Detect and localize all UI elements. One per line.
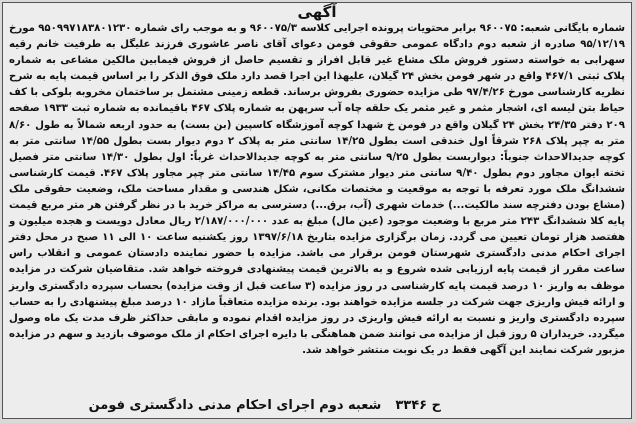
notice-footer bbox=[3, 394, 631, 416]
legal-notice bbox=[2, 2, 632, 419]
notice-title: آگهی bbox=[297, 3, 337, 21]
notice-body: شماره بایگانی شعبه: ۹۶۰۰۷۵ برابر محتویات پرونده اجرایی کلاسه ۹۶۰۰۷۵/۳ و به موجب رای شماره ۹۵۰۹۹۷۱۸۳۸۰۱۲۳۰ مورخ ۹۵/۱۲/۱۹ صادره از شعبه دوم دادگاه عمومی حقوقی فومن دعوای آقای ناصر عاشوری فرزند علیگل به طرفیت خانم رقیه سهرابی به خواسته دستور فروش ملک مشاع غیر قابل افراز و تقسیم حاصل از فروش فیمابین مالکین مشاعی به شماره پلاک ثبتی ۴۶۷/۱ واقع در شهر فومن بخش ۲۴ گیلان، علیهذا این اجرا قصد دارد ملک فوق الذکر را بر اساس قیمت پایه به شرح نظریه کارشناسی مورخ ۹۷/۴/۲۶ طی مزایده حضوری بفروش برساند. قطعه زمینی مشتمل بر ساختمان مخروبه بلوکی با کف حیاط بتن لیسه ای، اشجار مثمر و غیر مثمر یک حلقه چاه آب سرپهن به شماره پلاک ۴۶۷ باقیمانده به شماره ثبت ۱۹۳۳ صفحه ۲۰۹ دفتر ۲۴/۳۵ بخش ۲۴ گیلان واقع در فومن خ شهدا کوچه آموزشگاه کاسپین (بن بست) به حدود اربعه شمالاً به طول ۸/۶۰ متر به چپر پلاک ۲۶۸ شرقاً اول خندقی است بطول ۱۴/۲۵ سانتی متر به پلاک ۲ دوم دیوار بست بطول ۱۴/۵۵ سانتی متر به کوچه جدیدالاحداث جنوباً: دیواربست بطول ۹/۲۵ سانتی متر به کوچه جدیدالاحداث غرباً: اول بطول ۱۴/۳۰ سانتی متر فصیل تخته ایوان مجاور دوم بطول ۹/۴۰ سانتی متر دیوار مشترک سوم ۱۴/۴۵ سانتی متر چپر مجاور پلاک ۴۶۷. قیمت کارشناسی ششدانگ ملک مورد تعرفه با توجه به موقعیت و مختصات مکانی، شکل هندسی و مقدار مساحت ملک، وضعیت حقوقی ملک (مشاع بودن دفترچه سند مالکیت...) خدمات شهری (آب، برق...) دسترسی به مراکز خرید با در نظر گرفتن هر متر مربع قیمت پایه کلا ششدانگ ۲۴۳ متر مربع با وضعیت موجود (عین مال) مبلغ به عدد ۲/۱۸۷/۰۰۰/۰۰۰ ریال معادل دویست و هجده میلیون و هفتصد هزار تومان تعیین می گردد. زمان برگزاری مزایده بتاریخ ۱۳۹۷/۶/۱۸ روز یکشنبه ساعت ۱۰ الی ۱۱ صبح در محل دفتر اجرای احکام مدنی دادگستری شهرستان فومن برقرار می باشد. مزایده با حضور نماینده دادستان عمومی و انقلاب راس ساعت مقرر از قیمت پایه ارزیابی شده شروع و به بالاترین قیمت پیشنهادی فروخته خواهد شد. متقاضیان شرکت در مزایده موظف به واریز ۱۰ درصد قیمت پایه کارشناسی در روز مزایده (۳ ساعت قبل از وقت مزایده) بحساب سپرده دادگستری واریز و ارائه فیش واریزی جهت شرکت در جلسه مزایده خواهند بود. برنده مزایده متعاقباً مازاد ۱۰ درصد مبلغ پیشنهادی را به حساب سپرده دادگستری واریز و نسبت به ارائه فیش واریزی در روز مزایده اقدام نموده و مابقی حداکثر ظرف مدت یک ماه وصول میگردد. خریداران ۵ روز قبل از مزایده می توانند ضمن هماهنگی با دایره اجرای احکام از ملک موصوف بازدید و سهم در مزایده مزبور شرکت نمایند این آگهی فقط در یک نوبت منتشر خواهد شد. bbox=[9, 23, 626, 356]
notice-code: ح ۳۳۴۶ bbox=[395, 397, 441, 413]
notice-signature: شعبه دوم اجرای احکام مدنی دادگستری فومن bbox=[88, 397, 382, 413]
